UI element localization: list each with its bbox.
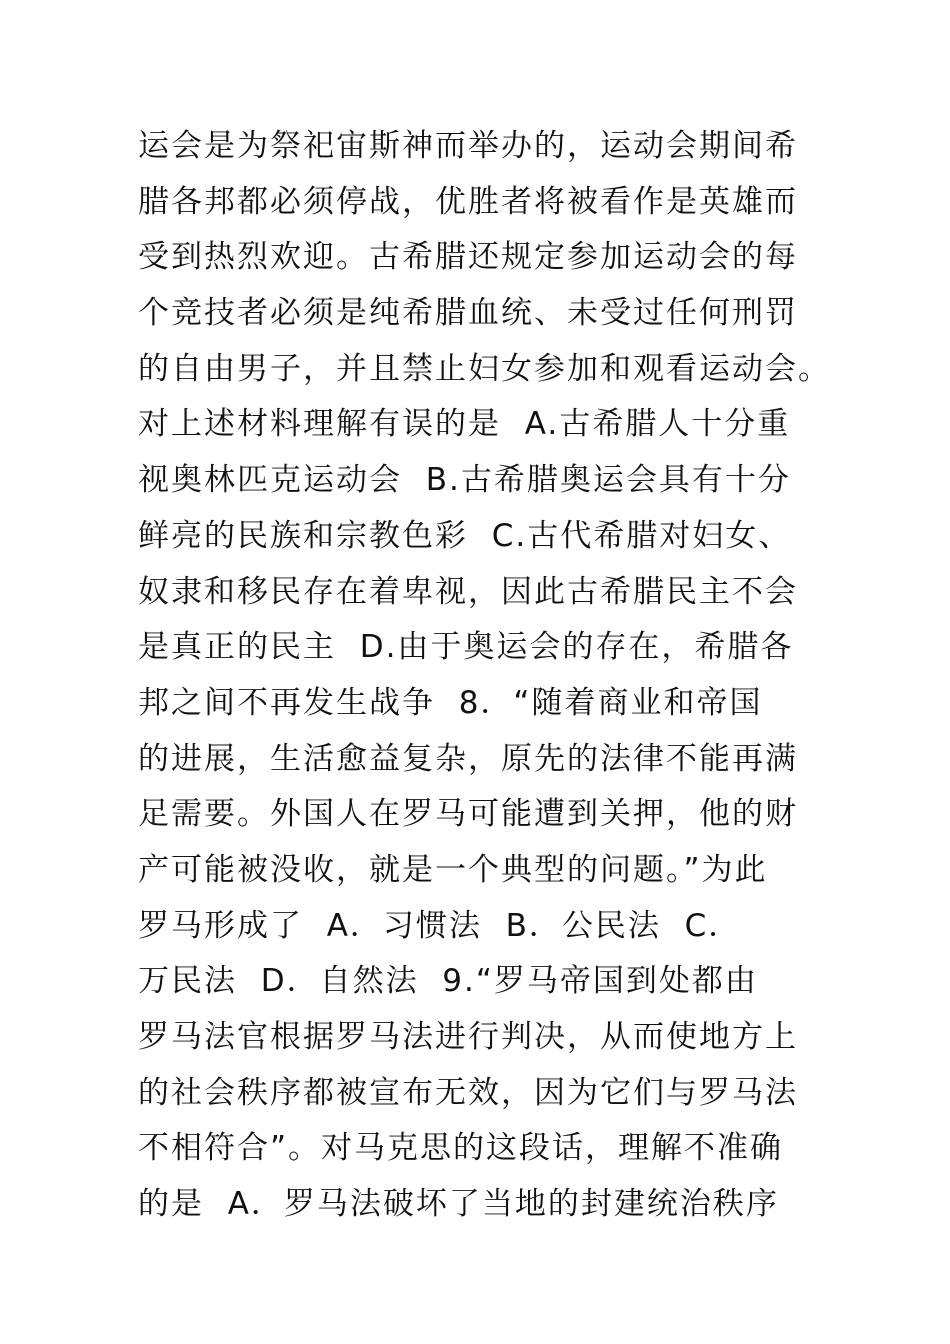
- text-line: 足需要。外国人在罗马可能遭到关押，他的财: [138, 796, 798, 833]
- text-line: 运会是为祭祀宙斯神而举办的，运动会期间希: [138, 128, 798, 164]
- text-line: 个竞技者必须是纯希腊血统、未受过任何刑罚: [138, 295, 798, 332]
- text-line: 的自由男子，并且禁止妇女参加和观看运动会。: [138, 350, 831, 387]
- body-text: [138, 119, 838, 1233]
- text-line: 是真正的民主 D.由于奥运会的存在，希腊各: [138, 629, 794, 666]
- text-line: 视奥林匹克运动会 B.古希腊奥运会具有十分: [138, 462, 791, 499]
- text-line: 产可能被没收，就是一个典型的问题。”为此: [138, 851, 768, 888]
- text-line: 腊各邦都必须停战，优胜者将被看作是英雄而: [138, 183, 798, 220]
- text-line: 万民法 D．自然法 9.“罗马帝国到处都由: [138, 963, 758, 1000]
- text-line: 的进展，生活愈益复杂，原先的法律不能再满: [138, 740, 798, 777]
- text-line: 受到热烈欢迎。古希腊还规定参加运动会的每: [138, 239, 798, 276]
- text-line: 的是 A．罗马法破坏了当地的封建统治秩序: [138, 1186, 779, 1223]
- text-line: 罗马形成了 A．习惯法 B．公民法 C．: [138, 907, 742, 944]
- text-line: 不相符合”。对马克思的这段话，理解不准确: [138, 1130, 784, 1167]
- text-line: 鲜亮的民族和宗教色彩 C.古代希腊对妇女、: [138, 517, 792, 554]
- text-line: 邦之间不再发生战争 8．“随着商业和帝国: [138, 684, 763, 721]
- text-line: 的社会秩序都被宣布无效，因为它们与罗马法: [138, 1074, 798, 1111]
- text-line: 罗马法官根据罗马法进行判决，从而使地方上: [138, 1019, 798, 1055]
- text-line: 奴隶和移民存在着卑视，因此古希腊民主不会: [138, 573, 798, 610]
- text-line: 对上述材料理解有误的是 A.古希腊人十分重: [138, 406, 791, 443]
